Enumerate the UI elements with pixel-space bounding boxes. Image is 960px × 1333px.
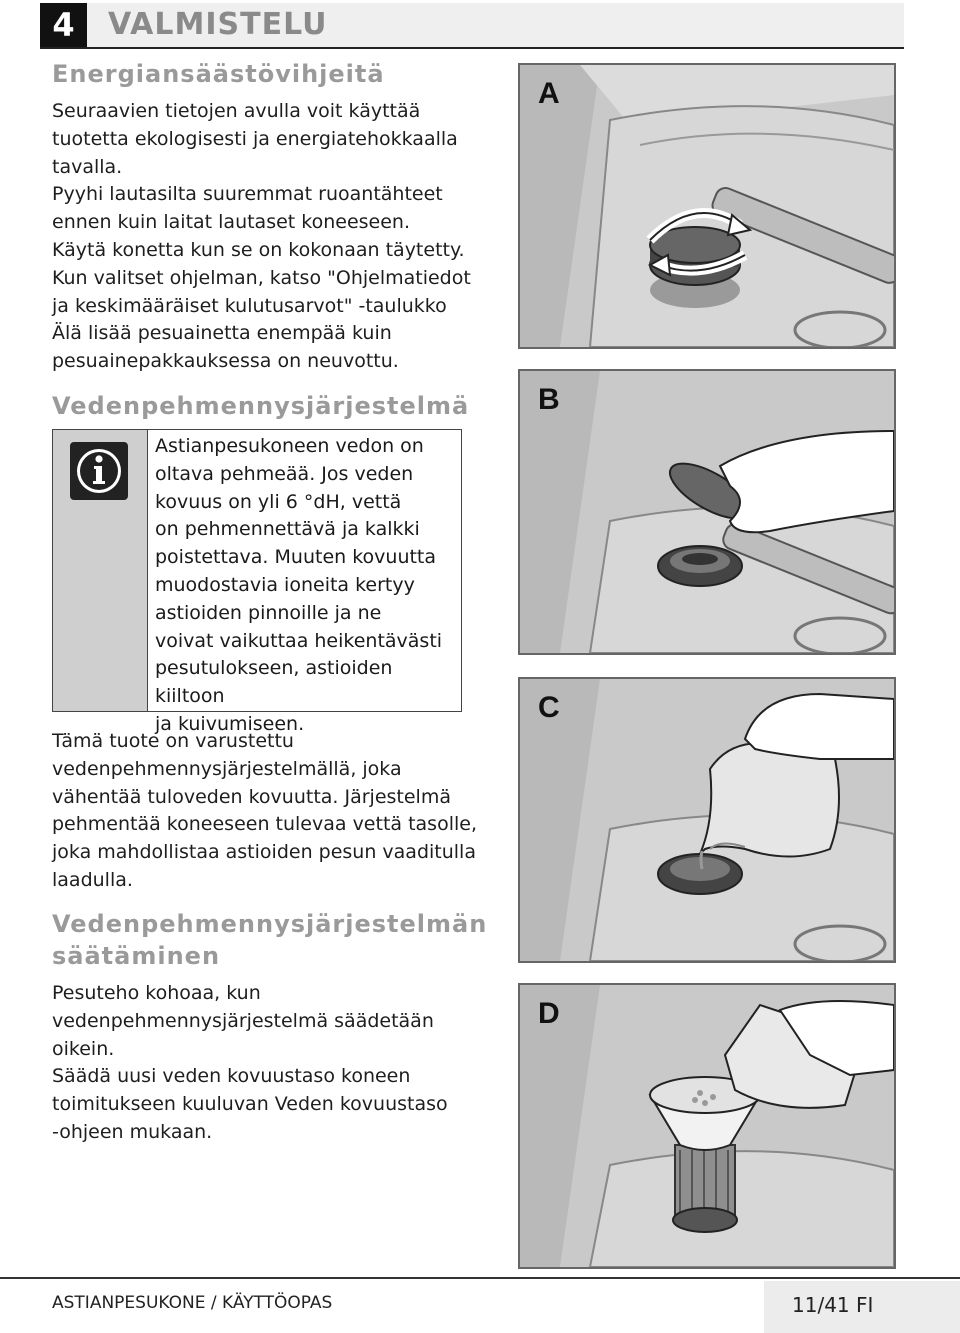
softener-paragraph — [52, 728, 477, 895]
figure-d-add-salt — [518, 983, 896, 1269]
figure-a-open-cap — [518, 63, 896, 349]
text-line: vedenpehmennysjärjestelmällä, joka — [52, 757, 402, 780]
footer-divider — [0, 1277, 960, 1279]
text-line: -ohjeen mukaan. — [52, 1120, 213, 1143]
text-line: pehmentää koneeseen tulevaa vettä tasolle, — [52, 813, 477, 836]
info-sidebar — [53, 430, 148, 711]
text-line: laadulla. — [52, 868, 133, 891]
footer-manual-title: ASTIANPESUKONE / KÄYTTÖOPAS — [52, 1293, 333, 1313]
text-line: pesuainepakkauksessa on neuvottu. — [52, 350, 399, 373]
text-line: poistettava. Muuten kovuutta — [155, 546, 437, 569]
text-line: ja keskimääräiset kulutusarvot" -taulukko — [52, 294, 447, 317]
text-line: tuotetta ekologisesti ja energiatehokkaalla — [52, 127, 458, 150]
text-line: astioiden pinnoille ja ne — [155, 601, 382, 624]
text-line: muodostavia ioneita kertyy — [155, 573, 415, 596]
energy-paragraph — [52, 98, 471, 376]
chapter-number: 4 — [40, 3, 87, 47]
text-line: Seuraavien tietojen avulla voit käyttää — [52, 100, 421, 122]
title-line: säätäminen — [52, 942, 221, 970]
text-line: Pesuteho kohoaa, kun — [52, 982, 261, 1004]
figure-label: D — [538, 997, 560, 1030]
text-line: pesutulokseen, astioiden kiiltoon — [155, 657, 393, 708]
text-line: vedenpehmennysjärjestelmä säädetään — [52, 1009, 434, 1032]
figure-b-remove-cap — [518, 369, 896, 655]
section-title-energy: Energiansäästövihjeitä — [52, 60, 385, 88]
footer-page-number: 11/41 FI — [792, 1293, 874, 1317]
figure-label: B — [538, 383, 560, 416]
section-title-softener: Vedenpehmennysjärjestelmä — [52, 392, 470, 420]
info-note-text — [155, 433, 455, 739]
adjust-paragraph — [52, 980, 448, 1147]
figure-label: A — [538, 77, 560, 110]
figure-label: C — [538, 691, 560, 724]
text-line: Älä lisää pesuainetta enempää kuin — [52, 322, 392, 345]
text-line: joka mahdollistaa astioiden pesun vaaditulla — [52, 841, 476, 864]
text-line: Kun valitset ohjelman, katso "Ohjelmatiedot — [52, 266, 471, 289]
text-line: oikein. — [52, 1037, 115, 1060]
text-line: Pyyhi lautasilta suuremmat ruoantähteet — [52, 183, 443, 206]
text-line: ennen kuin laitat lautaset koneeseen. — [52, 211, 411, 234]
section-title-adjust — [52, 908, 487, 972]
text-line: toimitukseen kuuluvan Veden kovuustaso — [52, 1093, 448, 1116]
chapter-title: VALMISTELU — [108, 7, 328, 42]
info-note-box — [52, 429, 462, 735]
figure-c-pour-water — [518, 677, 896, 963]
text-line: kovuus on yli 6 °dH, vettä — [155, 490, 402, 513]
text-line: Tämä tuote on varustettu — [52, 730, 294, 752]
text-line: Säädä uusi veden kovuustaso koneen — [52, 1065, 411, 1088]
text-line: voivat vaikuttaa heikentävästi — [155, 629, 443, 652]
text-line: ja kuivumiseen. — [155, 712, 305, 735]
title-line: Vedenpehmennysjärjestelmän — [52, 910, 488, 938]
text-line: vähentää tuloveden kovuutta. Järjestelmä — [52, 785, 451, 808]
text-line: oltava pehmeää. Jos veden — [155, 462, 414, 485]
info-icon — [70, 442, 128, 500]
text-line: on pehmennettävä ja kalkki — [155, 518, 420, 541]
text-line: Käytä konetta kun se on kokonaan täytetty. — [52, 238, 465, 261]
text-line: Astianpesukoneen vedon on — [155, 435, 424, 457]
text-line: tavalla. — [52, 155, 123, 178]
